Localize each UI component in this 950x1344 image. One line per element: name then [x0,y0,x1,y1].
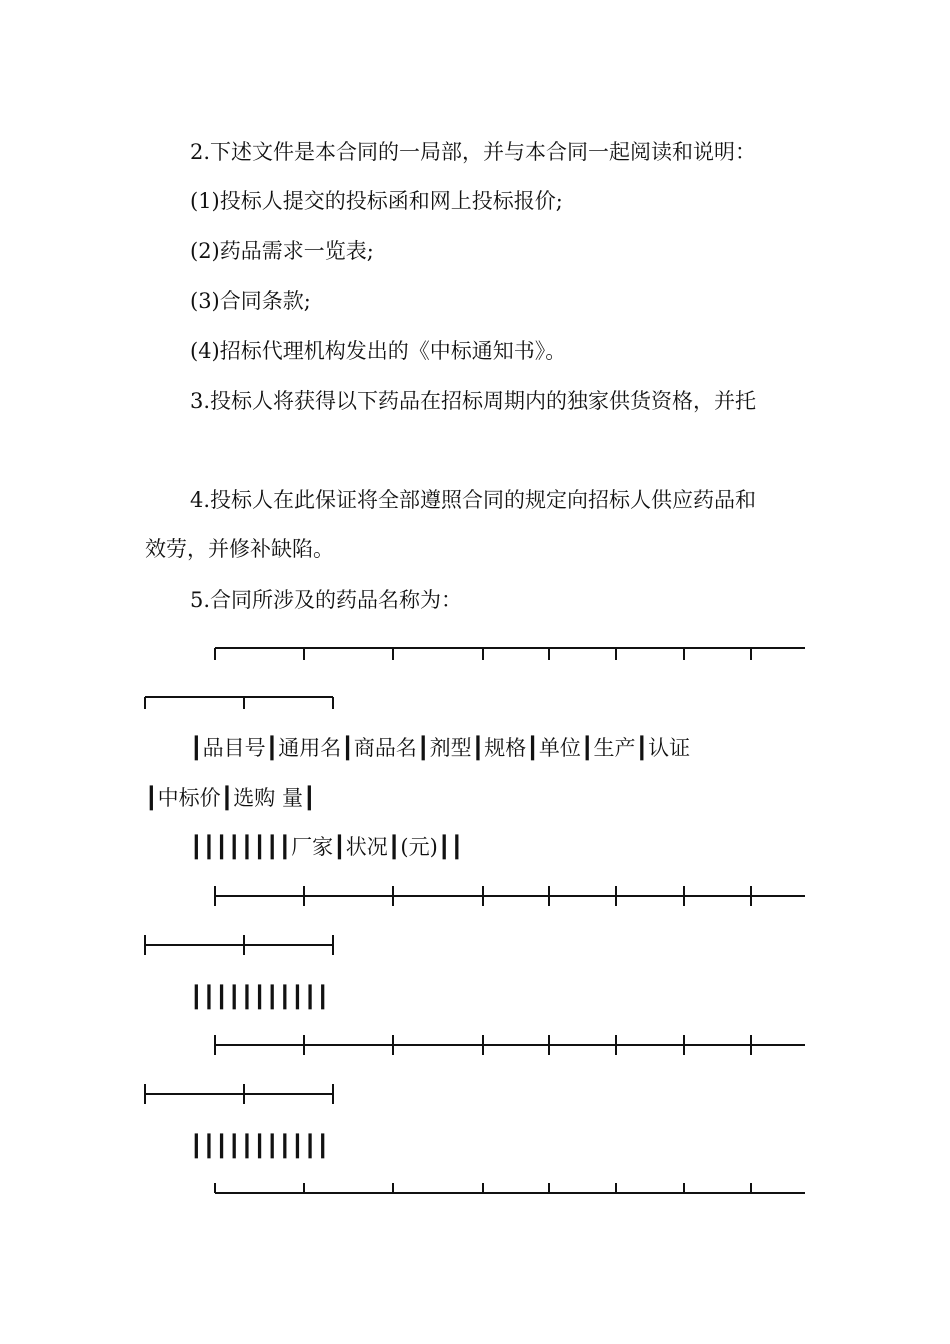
table-empty-row-1: ┃┃┃┃┃┃┃┃┃┃┃ [190,985,330,1009]
table-header-line-3: ┃┃┃┃┃┃┃┃厂家┃状况┃(元)┃┃ [190,835,464,859]
clause-3-line-1: 3.投标人将获得以下药品在招标周期内的独家供货资格，并托 [190,389,757,413]
table-header-line-1: ┃品目号┃通用名┃商品名┃剂型┃规格┃单位┃生产┃认证 [190,736,691,760]
clause-4-line-2: 效劳，并修补缺陷。 [145,537,334,561]
table-bottom-border [215,1183,805,1193]
item-3-text: (3)合同条款; [190,289,311,313]
clause-4-line-1: 4.投标人在此保证将全部遵照合同的规定向招标人供应药品和 [190,488,757,512]
item-1-text: (1)投标人提交的投标函和网上投标报价; [190,189,563,213]
table-empty-row-2: ┃┃┃┃┃┃┃┃┃┃┃ [190,1134,330,1158]
item-2-text: (2)药品需求一览表; [190,239,374,263]
clause-2-text: 2.下述文件是本合同的一局部，并与本合同一起阅读和说明： [190,140,757,164]
table-top-border [145,648,805,709]
item-4-text: (4)招标代理机构发出的《中标通知书》。 [190,339,567,363]
table-middle-border-1 [145,886,805,955]
table-middle-border-2 [145,1035,805,1104]
table-header-line-2: ┃中标价┃选购 量┃ [145,786,316,810]
clause-5-text: 5.合同所涉及的药品名称为： [190,588,463,612]
